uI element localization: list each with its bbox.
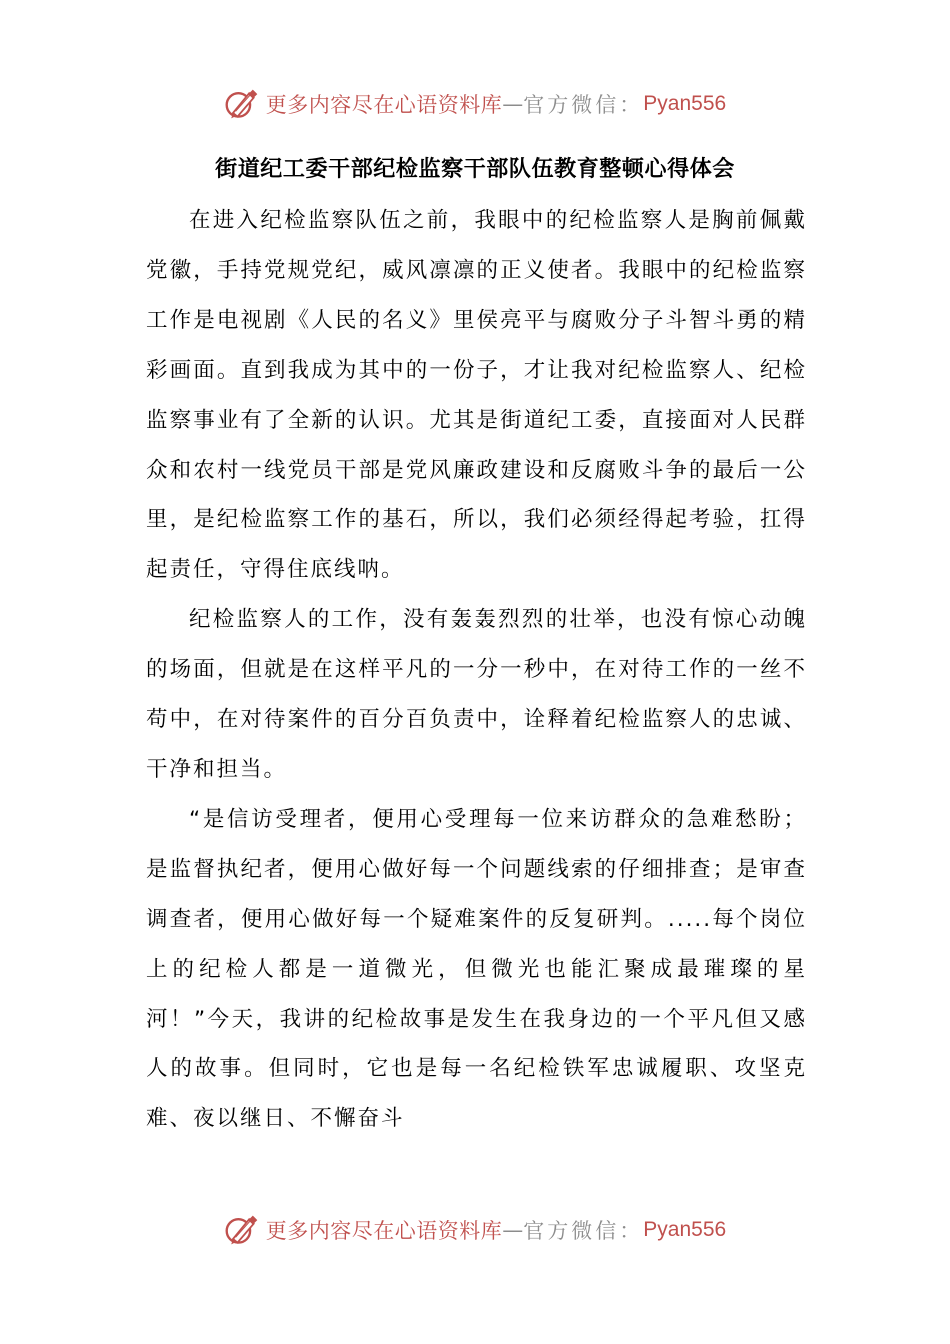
body-paragraph: 纪检监察人的工作，没有轰轰烈烈的壮举，也没有惊心动魄的场面，但就是在这样平凡的一分一秒中，在对待工作的一丝不苟中，在对待案件的百分百负责中，诠释着纪检监察人的忠诚、干净和担当。	[146, 607, 807, 782]
banner-contact-label: 官方微信：	[523, 1219, 644, 1243]
footer-banner	[0, 1206, 950, 1254]
banner-contact-label: 官方微信：	[523, 93, 644, 117]
banner-contact-id: Pyan556	[643, 92, 727, 115]
banner-slogan: 更多内容尽在心语资料库	[265, 1219, 503, 1243]
pen-logo-icon	[224, 1212, 260, 1248]
body-paragraph: “是信访受理者，便用心受理每一位来访群众的急难愁盼；是监督执纪者，便用心做好每一个问题线索的仔细排查；是审查调查者，便用心做好每一个疑难案件的反复研判。.....每个岗位上的纪检人都是一道微光，但微光也能汇聚成最璀璨的星河！”今天，我讲的纪检故事是发生在我身边的一个平凡但又感人的故事。但同时，它也是每一名纪检铁军忠诚履职、攻坚克难、夜以继日、不懈奋斗	[146, 806, 807, 1132]
body-paragraph: 在进入纪检监察队伍之前，我眼中的纪检监察人是胸前佩戴党徽，手持党规党纪，威风凛凛的正义使者。我眼中的纪检监察工作是电视剧《人民的名义》里侯亮平与腐败分子斗智斗勇的精彩画面。直到我成为其中的一份子，才让我对纪检监察人、纪检监察事业有了全新的认识。尤其是街道纪工委，直接面对人民群众和农村一线党员干部是党风廉政建设和反腐败斗争的最后一公里，是纪检监察工作的基石，所以，我们必须经得起考验，扛得起责任，守得住底线呐。	[146, 208, 807, 583]
document-title: 街道纪工委干部纪检监察干部队伍教育整顿心得体会	[215, 157, 735, 182]
pen-logo-icon	[224, 86, 260, 122]
document-body	[146, 196, 807, 1144]
banner-separator: —	[502, 1218, 524, 1242]
banner-slogan: 更多内容尽在心语资料库	[265, 93, 503, 117]
header-banner	[0, 80, 950, 128]
banner-contact-id: Pyan556	[643, 1218, 727, 1241]
banner-separator: —	[502, 92, 524, 116]
